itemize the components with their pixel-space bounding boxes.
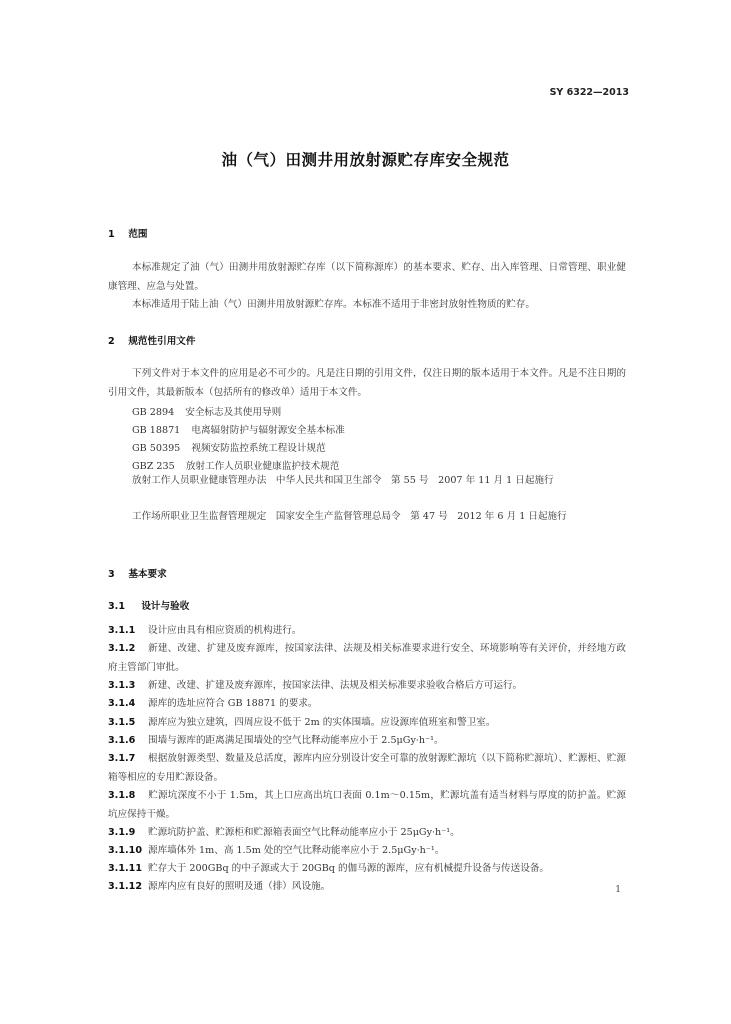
clause-text: 贮存大于 200GBq 的中子源或大于 20GBq 的伽马源的源库，应有机械提升设备与传送设备。 [148,863,550,874]
clause-number: 3.1.9 [108,827,136,838]
clause [108,677,626,696]
clause [108,787,626,824]
subsection-3-1-heading [108,598,189,612]
clause-text: 贮源坑深度不小于 1.5m，其上口应高出坑口表面 0.1m～0.15m，贮源坑盖有适当材料与厚度的防护盖。贮源坑应保持干燥。 [108,790,626,820]
clause-text: 贮源坑防护盖、贮源柜和贮源箱表面空气比释动能率应小于 25μGy·h⁻¹。 [148,827,460,838]
clause-text: 围墙与源库的距离满足围墙处的空气比释动能率应小于 2.5μGy·h⁻¹。 [148,735,444,746]
reference-code: GB 2894 [132,407,175,418]
clause-number: 3.1.7 [108,753,136,764]
clause-text: 新建、改建、扩建及废弃源库，按国家法律、法规及相关标准要求验收合格后方可运行。 [148,680,523,691]
clause [108,640,626,677]
clause [108,695,626,714]
scope-paragraph-2: 本标准适用于陆上油（气）田测井用放射源贮存库。本标准不适用于非密封放射性物质的贮存。 [132,299,535,310]
section-title: 范围 [128,229,148,240]
clause-number: 3.1.3 [108,680,136,691]
reference-item [132,458,339,472]
section-3-heading [108,566,167,580]
section-number: 3 [108,569,115,580]
section-number: 1 [108,229,115,240]
reference-code: GB 18871 [132,425,181,436]
reference-title: 安全标志及其使用导则 [185,407,282,418]
clause-number: 3.1.1 [108,625,136,636]
clause-text: 源库墙体外 1m、高 1.5m 处的空气比释动能率应小于 2.5μGy·h⁻¹。 [148,845,445,856]
clause-number: 3.1.6 [108,735,136,746]
reference-title: 视频安防监控系统工程设计规范 [191,443,326,454]
section-2-heading [108,333,196,347]
regulation-item: 放射工作人员职业健康管理办法 中华人民共和国卫生部令 第 55 号 2007 年 11 月 1 日起施行 [132,475,554,486]
reference-item [132,404,281,418]
clause [108,622,626,641]
subsection-number: 3.1 [108,601,125,612]
subsection-title: 设计与验收 [141,601,190,612]
clause-number: 3.1.11 [108,863,142,874]
clause-number: 3.1.4 [108,698,136,709]
clause [108,860,626,879]
page-number: 1 [615,885,621,895]
clause [108,824,626,843]
clause-number: 3.1.5 [108,717,136,728]
clause-text: 源库应为独立建筑，四周应设不低于 2m 的实体围墙。应设源库值班室和警卫室。 [148,717,496,728]
clause-text: 根据放射源类型、数量及总活度，源库内应分别设计安全可靠的放射源贮源坑（以下简称贮源坑）、贮源柜、贮源箱等相应的专用贮源设备。 [108,753,626,783]
clause [108,732,626,751]
section-number: 2 [108,336,115,347]
section-title: 规范性引用文件 [128,336,196,347]
clause-number: 3.1.12 [108,881,142,892]
clause-number: 3.1.2 [108,643,136,654]
reference-title: 电离辐射防护与辐射源安全基本标准 [191,425,345,436]
reference-item [132,440,326,454]
reference-item [132,422,345,436]
section-1-heading [108,226,148,240]
regulation-item: 工作场所职业卫生监督管理规定 国家安全生产监督管理总局令 第 47 号 2012 年 6 月 1 日起施行 [132,511,567,522]
clause-number: 3.1.10 [108,845,142,856]
clause [108,750,626,787]
clause [108,714,626,733]
scope-paragraph-1: 本标准规定了油（气）田测井用放射源贮存库（以下简称源库）的基本要求、贮存、出入库管理、日常管理、职业健康管理、应急与处置。 [108,262,626,292]
section-title: 基本要求 [128,569,167,580]
references-intro: 下列文件对于本文件的应用是必不可少的。凡是注日期的引用文件，仅注日期的版本适用于本文件。凡是不注日期的引用文件，其最新版本（包括所有的修改单）适用于本文件。 [108,368,626,398]
clause-text: 源库内应有良好的照明及通（排）风设施。 [148,881,331,892]
reference-code: GBZ 235 [132,461,175,472]
clause-text: 新建、改建、扩建及废弃源库，按国家法律、法规及相关标准要求进行安全、环境影响等有关评价，并经地方政府主管部门审批。 [108,643,626,673]
clause-text: 源库的选址应符合 GB 18871 的要求。 [148,698,318,709]
clause [108,842,626,861]
reference-code: GB 50395 [132,443,181,454]
reference-title: 放射工作人员职业健康监护技术规范 [185,461,340,472]
standard-number: SY 6322—2013 [549,87,629,98]
clause [108,878,626,897]
clause-text: 设计应由具有相应资质的机构进行。 [148,625,302,636]
document-title: 油（气）田测井用放射源贮存库安全规范 [221,151,510,169]
clause-number: 3.1.8 [108,790,136,801]
